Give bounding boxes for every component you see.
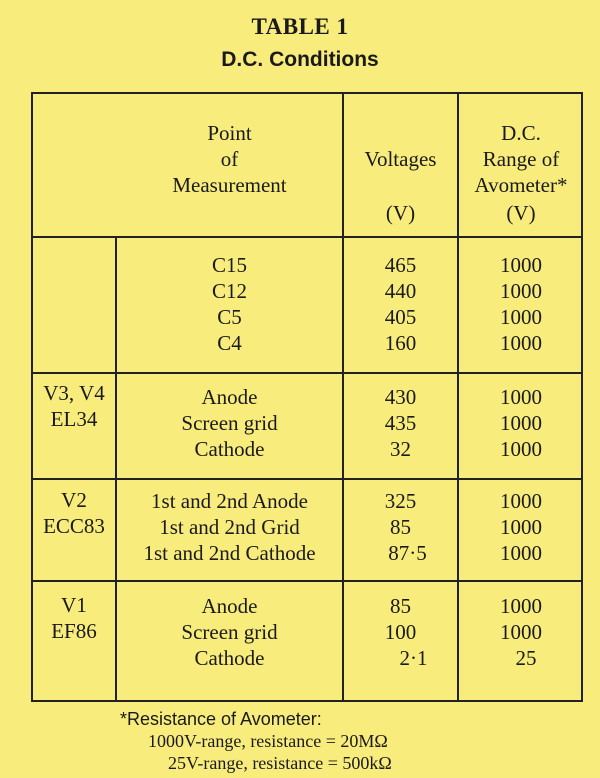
range-cell: 1000 bbox=[500, 515, 542, 539]
point-cell: Anode bbox=[201, 594, 258, 618]
point-cell: C5 bbox=[217, 305, 242, 329]
footnote bbox=[120, 708, 392, 774]
range-cell: 1000 bbox=[500, 620, 542, 644]
footnote-line: 25V-range, resistance = 500kΩ bbox=[168, 753, 392, 773]
range-cell: 1000 bbox=[500, 279, 542, 303]
point-cell: C15 bbox=[211, 253, 247, 277]
range-cell: 1000 bbox=[500, 305, 542, 329]
voltage-cell: 2·1 bbox=[399, 646, 428, 670]
header-range-unit: (V) bbox=[506, 201, 536, 225]
point-cell: C12 bbox=[211, 279, 247, 303]
group-rule-3 bbox=[31, 580, 583, 582]
range-cell: 1000 bbox=[500, 541, 542, 565]
valve-type: EF86 bbox=[51, 619, 97, 643]
range-cell: 1000 bbox=[500, 411, 542, 435]
range-cell: 1000 bbox=[500, 253, 542, 277]
valve-type: EL34 bbox=[50, 407, 98, 431]
group-rule-2 bbox=[31, 478, 583, 480]
header-rule bbox=[31, 236, 583, 238]
header-voltages-unit: (V) bbox=[385, 201, 416, 225]
point-cell: 1st and 2nd Anode bbox=[151, 489, 308, 513]
point-cell: 1st and 2nd Cathode bbox=[143, 541, 316, 565]
header-point: Point of Measurement bbox=[172, 121, 287, 197]
table-subtitle: D.C. Conditions bbox=[221, 48, 379, 71]
voltage-cell: 405 bbox=[384, 305, 417, 329]
footnote-line: 1000V-range, resistance = 20MΩ bbox=[148, 731, 388, 751]
range-cell: 25 bbox=[515, 646, 537, 670]
point-cell: Screen grid bbox=[181, 620, 278, 644]
group-rule-1 bbox=[31, 372, 583, 374]
voltage-cell: 325 bbox=[384, 489, 417, 513]
header-range: D.C. Range of Avometer* bbox=[474, 121, 568, 197]
point-cell: Cathode bbox=[194, 646, 265, 670]
voltage-cell: 87·5 bbox=[388, 541, 427, 565]
point-cell: Screen grid bbox=[181, 411, 278, 435]
valve-label: V1 bbox=[61, 593, 87, 617]
range-cell: 1000 bbox=[500, 331, 542, 355]
voltage-cell: 85 bbox=[390, 515, 411, 539]
header-voltages: Voltages bbox=[364, 147, 437, 171]
voltage-cell: 160 bbox=[384, 331, 417, 355]
voltage-cell: 435 bbox=[384, 411, 417, 435]
voltage-cell: 32 bbox=[390, 437, 411, 461]
point-cell: C4 bbox=[217, 331, 242, 355]
valve-label: V3, V4 bbox=[43, 381, 105, 405]
voltage-cell: 430 bbox=[384, 385, 417, 409]
valve-label: V2 bbox=[61, 488, 87, 512]
table-title: TABLE 1 bbox=[251, 14, 349, 39]
range-cell: 1000 bbox=[500, 385, 542, 409]
voltage-cell: 100 bbox=[384, 620, 417, 644]
range-cell: 1000 bbox=[500, 594, 542, 618]
point-cell: Cathode bbox=[194, 437, 265, 461]
voltage-cell: 440 bbox=[384, 279, 417, 303]
point-cell: 1st and 2nd Grid bbox=[159, 515, 300, 539]
range-cell: 1000 bbox=[500, 489, 542, 513]
point-cell: Anode bbox=[201, 385, 258, 409]
voltage-cell: 85 bbox=[390, 594, 411, 618]
valve-type: ECC83 bbox=[43, 514, 105, 538]
range-cell: 1000 bbox=[500, 437, 542, 461]
footnote-title: *Resistance of Avometer: bbox=[120, 709, 322, 729]
voltage-cell: 465 bbox=[384, 253, 417, 277]
